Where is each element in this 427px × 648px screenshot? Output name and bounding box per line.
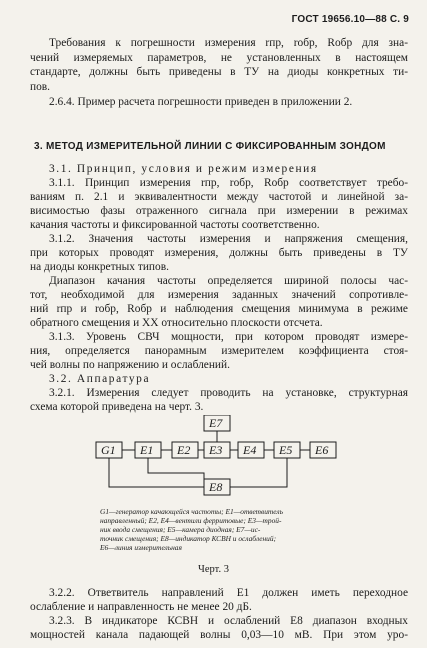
text-line: чей волны по напряжению и ослаблений. [30,359,230,371]
text-line: 3.2.3. В индикаторе КСВН и ослаблений E8 диапазон входных [49,615,408,627]
diagram-label-g1: G1 [101,443,116,457]
text-line: схема которой приведена на черт. 3. [30,401,204,413]
legend-line: G1—генератор качающейся частоты; E1—ответвитель [100,507,283,516]
text-line: ваниям п. 2.1 и эквивалентности между частотой и линейной за- [30,191,408,203]
block-diagram [88,415,348,505]
diagram-label-e2: E2 [177,443,191,457]
text-line: чений измеряемых параметров, не установленных в настоящем [30,52,408,64]
diagram-label-e4: E4 [243,443,257,457]
subsection-heading: 3.1. Принцип, условия и режим измерения [49,163,318,175]
legend-line: точник смещения; E8—индикатор КСВН и ослаблений; [100,534,277,543]
text-line: на диоды конкретных типов. [30,261,169,273]
text-line: тот, необходимой для измерения заданных значений сопротивле- [30,289,408,301]
legend-line: направленный; E2, E4—вентили ферритовые; E3—трой- [100,516,282,525]
text-line: ний rпр и rобр, Rобр и наблюдения смещения минимума в режиме [30,303,408,315]
diagram-label-e5: E5 [279,443,293,457]
text-line: качания частоты и фиксированной частоты соответственно. [30,219,320,231]
text-line: 3.1.2. Значения частоты измерения и напряжения смещения, [49,233,408,245]
text-line: пов. [30,81,51,93]
section-title: 3. МЕТОД ИЗМЕРИТЕЛЬНОЙ ЛИНИИ С ФИКСИРОВАННЫМ ЗОНДОМ [34,141,386,152]
text-line: при которых проводят измерения, должны быть приведены в ТУ [30,247,408,259]
diagram-label-e1: E1 [140,443,154,457]
text-line: ния, определяется панорамным измерителем коэффициента стоя- [30,345,408,357]
text-line: 3.1.1. Принцип измерения rпр, rобр, Rобр соответствует требо- [49,177,408,189]
diagram-label-e8: E8 [209,480,223,494]
text-line: ослабление и направленность не менее 20 дБ. [30,601,252,613]
text-line: стандарте, должны быть приведены в ТУ на диоды конкретных ти- [30,66,408,78]
text-line: 3.1.3. Уровень СВЧ мощности, при котором проводят измере- [49,331,408,343]
figure-caption: Черт. 3 [198,564,229,575]
diagram-label-e3: E3 [209,443,223,457]
legend-line: E6—линия измерительная [100,543,182,552]
text-line: 2.6.4. Пример расчета погрешности приведен в приложении 2. [49,96,353,108]
text-line: 3.2.2. Ответвитель направлений E1 должен иметь переходное [49,587,408,599]
diagram-label-e6: E6 [315,443,329,457]
text-line: висимостью фазы отраженного сигнала при измерении в режимах [30,205,408,217]
page-header: ГОСТ 19656.10—88 С. 9 [291,14,409,25]
text-line: 3.2.1. Измерения следует проводить на установке, структурная [49,387,408,399]
text-line: Требования к погрешности измерения rпр, rобр, Rобр для зна- [49,37,408,49]
diagram-label-e7: E7 [209,416,223,430]
text-line: Диапазон качания частоты определяется шириной полосы час- [49,275,408,287]
subsection-heading: 3.2. Аппаратура [49,373,151,385]
legend-line: ник ввода смещения; E5—камера диодная; E7—ис- [100,525,261,534]
text-line: обратного смещения и XX относительно плоскости отсчета. [30,317,323,329]
text-line: мощностей канала падающей волны 0,03—10 мВ. При этом уро- [30,629,408,641]
